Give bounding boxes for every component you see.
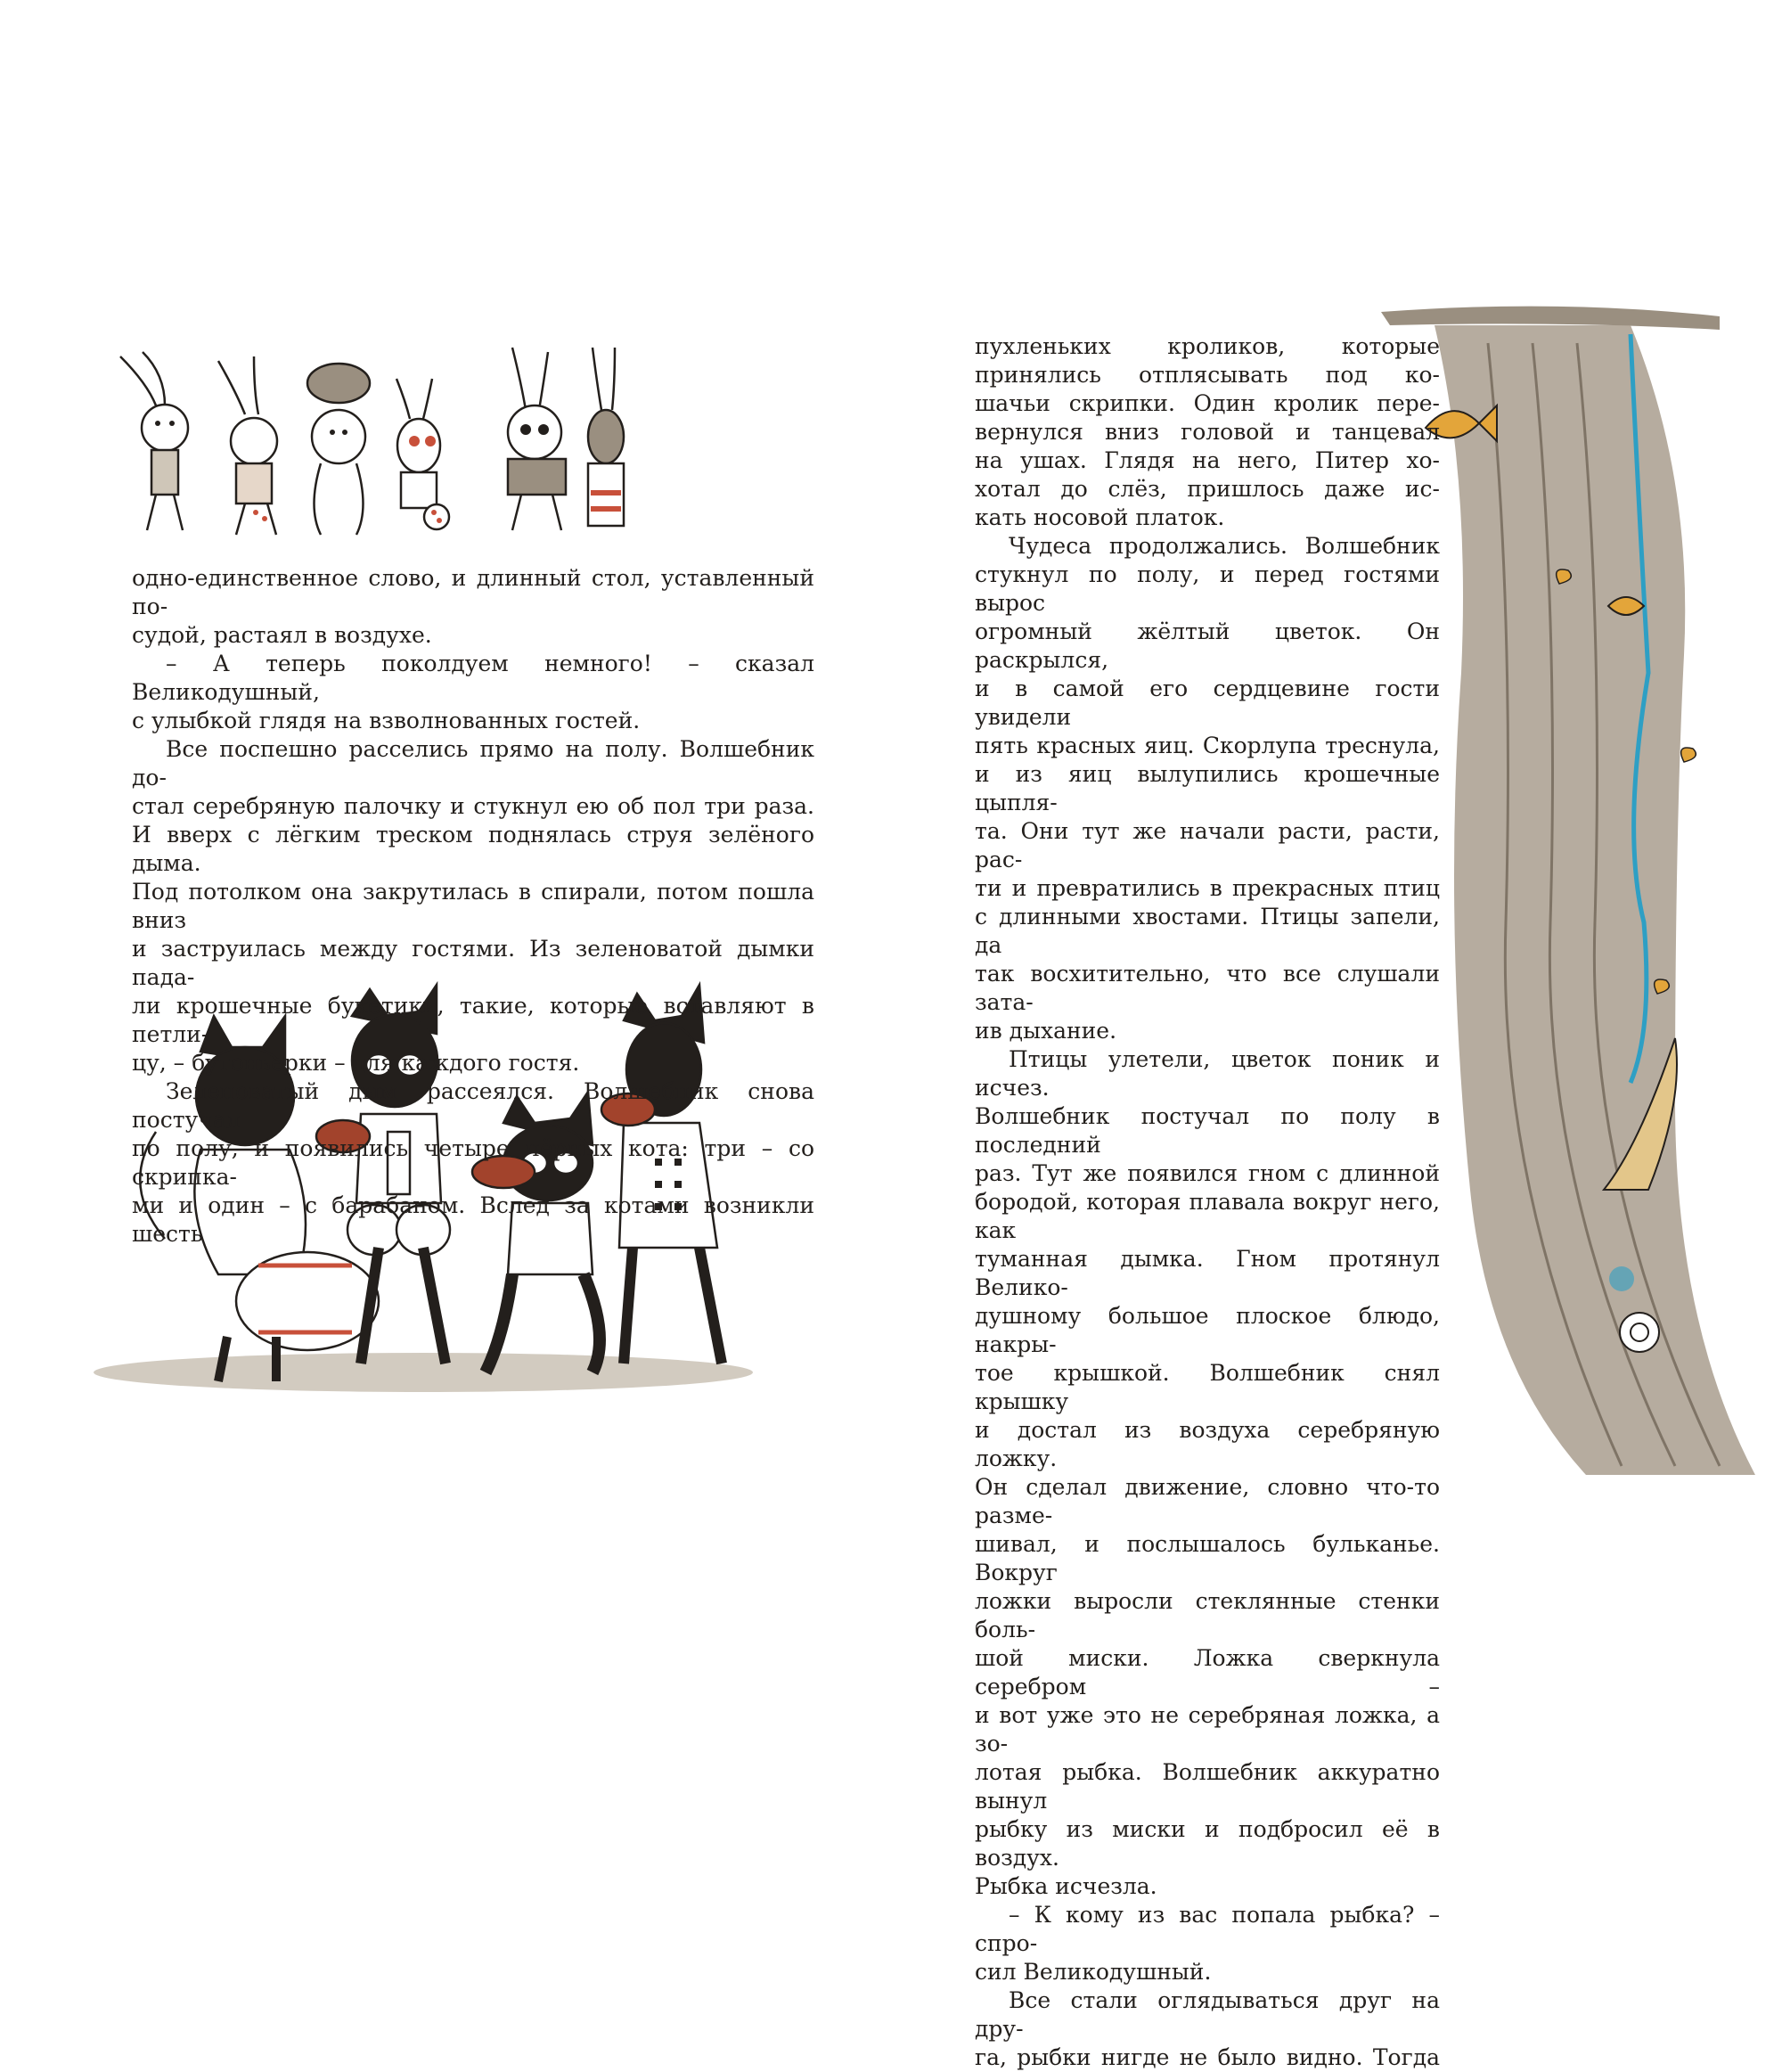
text-line: Под потолком она закрутилась в спирали, потом пошла вниз — [132, 879, 814, 933]
text-line: Зеленоватый дым рассеялся. Волшебник снова постучал — [132, 1078, 814, 1133]
text-line: и заструилась между гостями. Из зеленоватой дымки пада- — [132, 936, 814, 990]
text-line: – К кому из вас попала рыбка? – спро- — [975, 1902, 1440, 1956]
text-line: и вот уже это не серебряная ложка, а зо- — [975, 1702, 1440, 1757]
text-line: та. Они тут же начали расти, расти, рас- — [975, 818, 1440, 872]
rabbits-drawing — [102, 330, 628, 548]
text-line: Рыбка исчезла. — [975, 1873, 1157, 1899]
text-line: душному большое плоское блюдо, накры- — [975, 1303, 1440, 1357]
text-line: и достал из воздуха серебряную ложку. — [975, 1417, 1440, 1471]
text-line: ли крошечные букетики, такие, которые вставляют в петли- — [132, 993, 814, 1047]
text-line: кать носовой платок. — [975, 504, 1225, 530]
text-line: Волшебник постучал по полу в последний — [975, 1103, 1440, 1158]
text-line: по полу, и появились четыре чёрных кота: три – со скрипка- — [132, 1135, 814, 1190]
text-line: Чудеса продолжались. Волшебник — [1009, 533, 1440, 559]
text-line: стал серебряную палочку и стукнул ею об пол три раза. — [132, 793, 814, 819]
text-line: раз. Тут же появился гном с длинной — [975, 1160, 1440, 1186]
text-line: И вверх с лёгким треском поднялась струя зелёного дыма. — [132, 822, 814, 876]
text-line: на ушах. Глядя на него, Питер хо- — [975, 447, 1440, 473]
text-line: принялись отплясывать под ко- — [975, 362, 1440, 388]
text-line: – А теперь поколдуем немного! – сказал Великодушный, — [132, 651, 814, 705]
text-line: одно-единственное слово, и длинный стол, уставленный по- — [132, 565, 814, 619]
text-line: и в самой его сердцевине гости увидели — [975, 676, 1440, 730]
text-line: огромный жёлтый цветок. Он раскрылся, — [975, 618, 1440, 673]
text-line: ти и превратились в прекрасных птиц — [975, 875, 1440, 901]
text-line: ложки выросли стеклянные стенки боль- — [975, 1588, 1440, 1642]
text-line: хотал до слёз, пришлось даже ис- — [975, 476, 1440, 502]
text-line: шивал, и послышалось бульканье. Вокруг — [975, 1531, 1440, 1585]
text-line: сил Великодушный. — [975, 1959, 1212, 1985]
text-line: стукнул по полу, и перед гостями вырос — [975, 561, 1440, 616]
text-line: с длинными хвостами. Птицы запели, да — [975, 904, 1440, 958]
text-line: цу, – бутоньерки – для каждого гостя. — [132, 1050, 580, 1076]
text-line: пухленьких кроликов, которые — [975, 333, 1440, 359]
text-line: Он сделал движение, словно что-то разме- — [975, 1474, 1440, 1528]
text-line: Все поспешно расселись прямо на полу. Волшебник до- — [132, 736, 814, 790]
text-line: рыбку из миски и подбросил её в воздух. — [975, 1816, 1440, 1871]
right-page-text — [975, 332, 1440, 2072]
text-line: Все стали оглядываться друг на дру- — [975, 1987, 1440, 2042]
text-line: и из яиц вылупились крошечные цыпля- — [975, 761, 1440, 815]
text-line: ив дыхание. — [975, 1018, 1117, 1044]
text-line: судой, растаял в воздухе. — [132, 622, 432, 648]
text-line: вернулся вниз головой и танцевал — [975, 419, 1440, 445]
text-line: пять красных яиц. Скорлупа треснула, — [975, 733, 1440, 758]
text-line: Птицы улетели, цветок поник и исчез. — [975, 1046, 1440, 1101]
text-line: с улыбкой глядя на взволнованных гостей. — [132, 708, 641, 733]
text-line: тое крышкой. Волшебник снял крышку — [975, 1360, 1440, 1414]
text-line: туманная дымка. Гном протянул Велико- — [975, 1246, 1440, 1300]
text-line: так восхитительно, что все слушали зата- — [975, 961, 1440, 1015]
dancing-rabbits-illustration — [102, 330, 628, 548]
text-line: ми и один – с барабаном. Вслед за котами возникли шесть — [132, 1192, 814, 1247]
text-line: бородой, которая плавала вокруг него, как — [975, 1189, 1440, 1243]
text-line: лотая рыбка. Волшебник аккуратно вынул — [975, 1759, 1440, 1814]
text-line: шой миски. Ложка сверкнула серебром – — [975, 1645, 1440, 1699]
left-page-text — [132, 564, 814, 1249]
text-line: га, рыбки нигде не было видно. Тогда — [975, 2044, 1440, 2070]
text-line: шачьи скрипки. Один кролик пере- — [975, 390, 1440, 416]
